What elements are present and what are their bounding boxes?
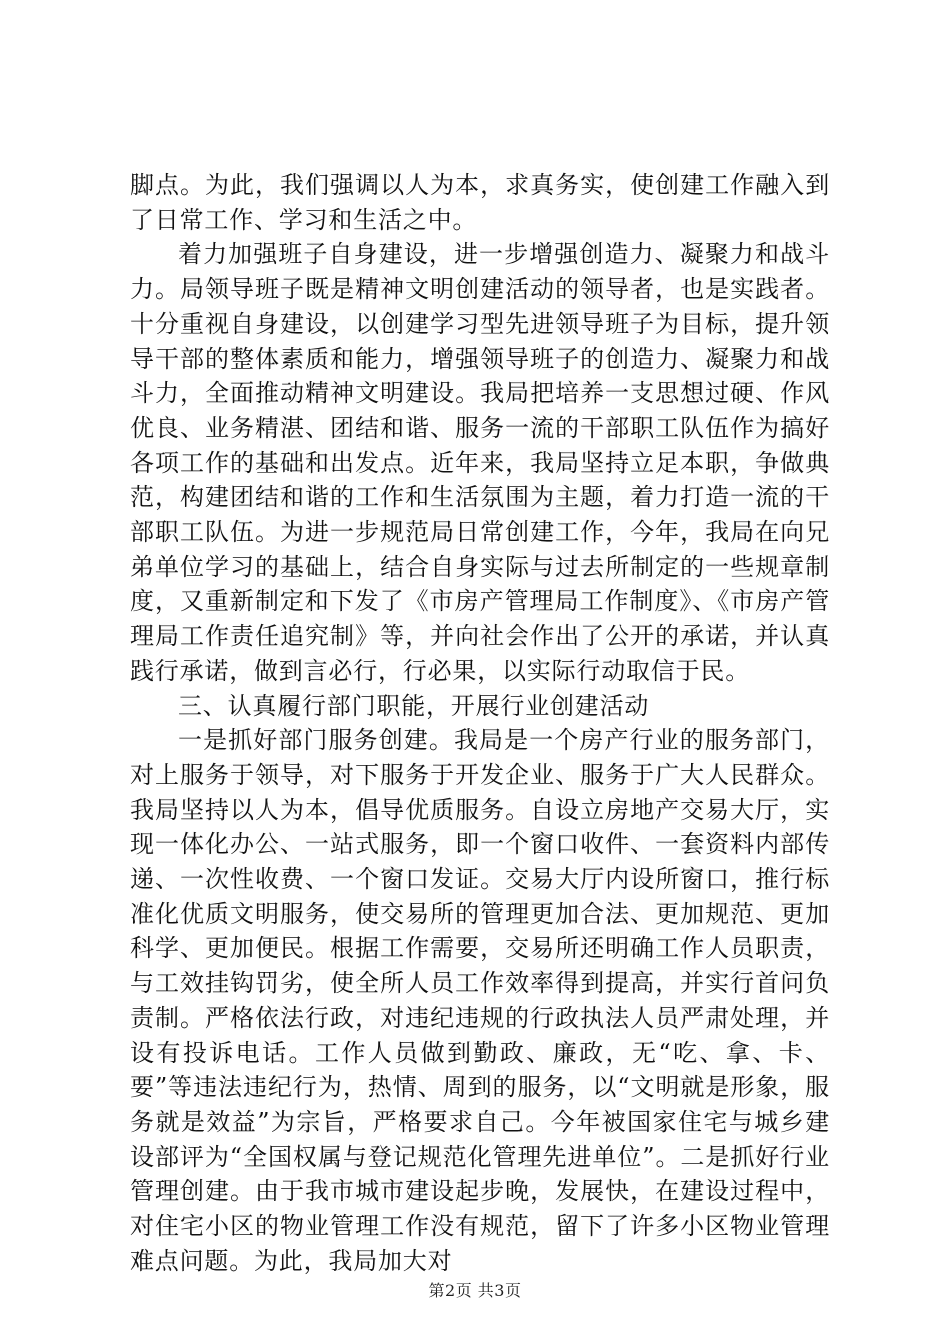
document-body — [130, 168, 830, 1279]
page-footer: 第2页 共3页 — [428, 1281, 522, 1300]
paragraph-service-creation: 一是抓好部门服务创建。我局是一个房产行业的服务部门，对上服务于领导，对下服务于开发企业、服务于广大人民群众。我局坚持以人为本，倡导优质服务。自设立房地产交易大厅，实现一体化办公、一站式服务，即一个窗口收件、一套资料内部传递、一次性收费、一个窗口发证。交易大厅内设所窗口，推行标准化优质文明服务，使交易所的管理更加合法、更加规范、更加科学、更加便民。根据工作需要，交易所还明确工作人员职责，与工效挂钩罚劣，使全所人员工作效率得到提高，并实行首问负责制。严格依法行政，对违纪违规的行政执法人员严肃处理，并设有投诉电话。工作人员做到勤政、廉政，无“吃、拿、卡、要”等违法违纪行为，热情、周到的服务，以“文明就是形象，服务就是效益”为宗旨，严格要求自己。今年被国家住宅与城乡建设部评为“全国权属与登记规范化管理先进单位”。二是抓好行业管理创建。由于我市城市建设起步晚，发展快，在建设过程中，对住宅小区的物业管理工作没有规范，留下了许多小区物业管理难点问题。为此，我局加大对 — [130, 726, 830, 1275]
section-heading: 三、认真履行部门职能，开展行业创建活动 — [178, 691, 650, 720]
paragraph-continuation: 脚点。为此，我们强调以人为本，求真务实，使创建工作融入到了日常工作、学习和生活之中。 — [130, 171, 830, 234]
paragraph-leadership-building: 着力加强班子自身建设，进一步增强创造力、凝聚力和战斗力。局领导班子既是精神文明创建活动的领导者，也是实践者。十分重视自身建设，以创建学习型先进领导班子为目标，提升领导干部的整体素质和能力，增强领导班子的创造力、凝聚力和战斗力，全面推动精神文明建设。我局把培养一支思想过硬、作风优良、业务精湛、团结和谐、服务一流的干部职工队伍作为搞好各项工作的基础和出发点。近年来，我局坚持立足本职，争做典范，构建团结和谐的工作和生活氛围为主题，着力打造一流的干部职工队伍。为进一步规范局日常创建工作，今年，我局在向兄弟单位学习的基础上，结合自身实际与过去所制定的一些规章制度，又重新制定和下发了《市房产管理局工作制度》、《市房产管理局工作责任追究制》等，并向社会作出了公开的承诺，并认真践行承诺，做到言必行，行必果，以实际行动取信于民。 — [130, 240, 830, 685]
